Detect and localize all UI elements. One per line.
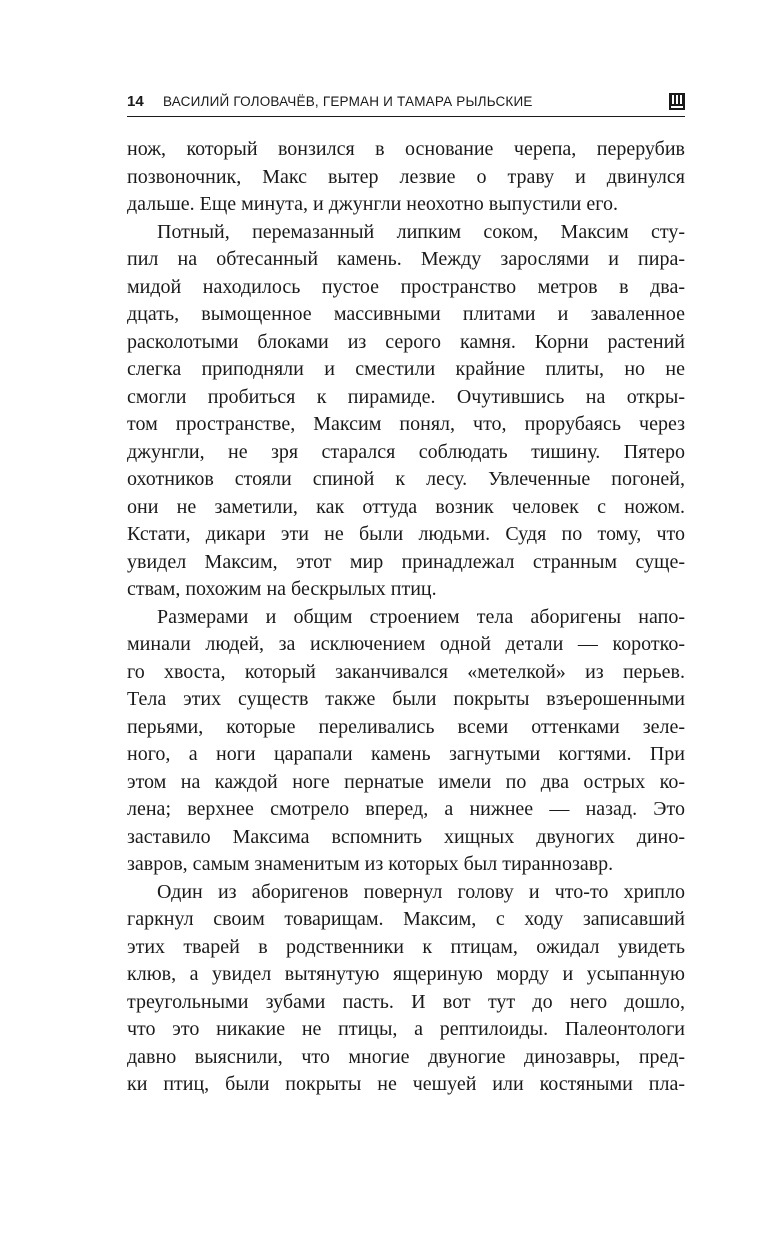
text-line: том пространстве, Максим понял, что, прорубаясь через — [127, 413, 685, 435]
text-line: го хвоста, который заканчивался «метелкой» из перьев. — [127, 660, 685, 683]
text-line: смогли пробиться к пирамиде. Очутившись на откры- — [127, 385, 685, 408]
text-line: перьями, которые переливались всеми оттенками зеле- — [127, 715, 685, 738]
text-line: расколотыми блоками из серого камня. Корни растений — [127, 330, 685, 353]
text-line: джунгли, не зря старался соблюдать тишину. Пятеро — [127, 440, 685, 463]
text-line: этих тварей в родственники к птицам, ожидал увидеть — [127, 935, 685, 958]
text-line: охотников стояли спиной к лесу. Увлеченные погоней, — [127, 468, 685, 490]
text-line: Размерами и общим строением тела аборигены напо- — [157, 605, 685, 628]
text-line: гаркнул своим товарищам. Максим, с ходу записавший — [127, 908, 685, 930]
text-line: Кстати, дикари эти не были людьми. Судя по тому, что — [127, 523, 685, 545]
text-line: нож, который вонзился в основание черепа, перерубив — [127, 138, 685, 160]
text-line: Потный, перемазанный липким соком, Максим сту- — [157, 220, 685, 243]
text-line: дцать, вымощенное массивными плитами и заваленное — [127, 303, 685, 325]
publisher-logo-icon — [669, 93, 685, 115]
text-line: клюв, а увидел вытянутую ящериную морду и усыпанную — [127, 963, 685, 985]
text-line: лена; верхнее смотрело вперед, а нижнее — назад. Это — [127, 798, 685, 820]
book-page — [127, 88, 685, 1099]
text-line: ствам, похожим на бескрылых птиц. — [127, 578, 437, 600]
paragraph — [127, 604, 685, 879]
text-line: увидел Максим, этот мир принадлежал странным суще- — [127, 550, 685, 573]
text-line: ного, а ноги царапали камень загнутыми когтями. При — [127, 743, 685, 765]
text-line: мидой находилось пустое пространство метров в два- — [127, 275, 685, 298]
text-line: Тела этих существ также были покрыты взъерошенными — [127, 688, 685, 710]
paragraph — [127, 136, 685, 219]
text-line: дальше. Еще минута, и джунгли неохотно выпустили его. — [127, 193, 618, 215]
text-line: пил на обтесанный камень. Между зарослями и пира- — [127, 248, 685, 270]
text-line: давно выяснили, что многие двуногие динозавры, пред- — [127, 1045, 685, 1068]
text-line: треугольными зубами пасть. И вот тут до него дошло, — [127, 990, 685, 1013]
text-line: что это никакие не птицы, а рептилоиды. Палеонтологи — [127, 1018, 685, 1040]
page-header — [127, 88, 685, 117]
text-line: завров, самым знаменитым из которых был тираннозавр. — [127, 853, 614, 875]
text-line: ки птиц, были покрыты не чешуей или костяными пла- — [127, 1073, 685, 1095]
text-line: минали людей, за исключением одной детали — коротко- — [127, 633, 685, 655]
text-line: Один из аборигенов повернул голову и что-то хрипло — [157, 880, 685, 903]
page-number: 14 — [127, 93, 144, 110]
paragraph — [127, 219, 685, 604]
text-line: позвоночник, Макс вытер лезвие о траву и двинулся — [127, 165, 685, 188]
running-head: ВАСИЛИЙ ГОЛОВАЧЁВ, ГЕРМАН И ТАМАРА РЫЛЬСКИЕ — [163, 94, 533, 109]
text-line: заставило Максима вспомнить хищных двуногих дино- — [127, 825, 685, 848]
text-line: они не заметили, как оттуда возник человек с ножом. — [127, 495, 685, 518]
text-line: слегка приподняли и сместили крайние плиты, но не — [127, 358, 685, 380]
body-text — [127, 136, 685, 1099]
paragraph — [127, 879, 685, 1099]
text-line: этом на каждой ноге пернатые имели по два острых ко- — [127, 770, 685, 793]
